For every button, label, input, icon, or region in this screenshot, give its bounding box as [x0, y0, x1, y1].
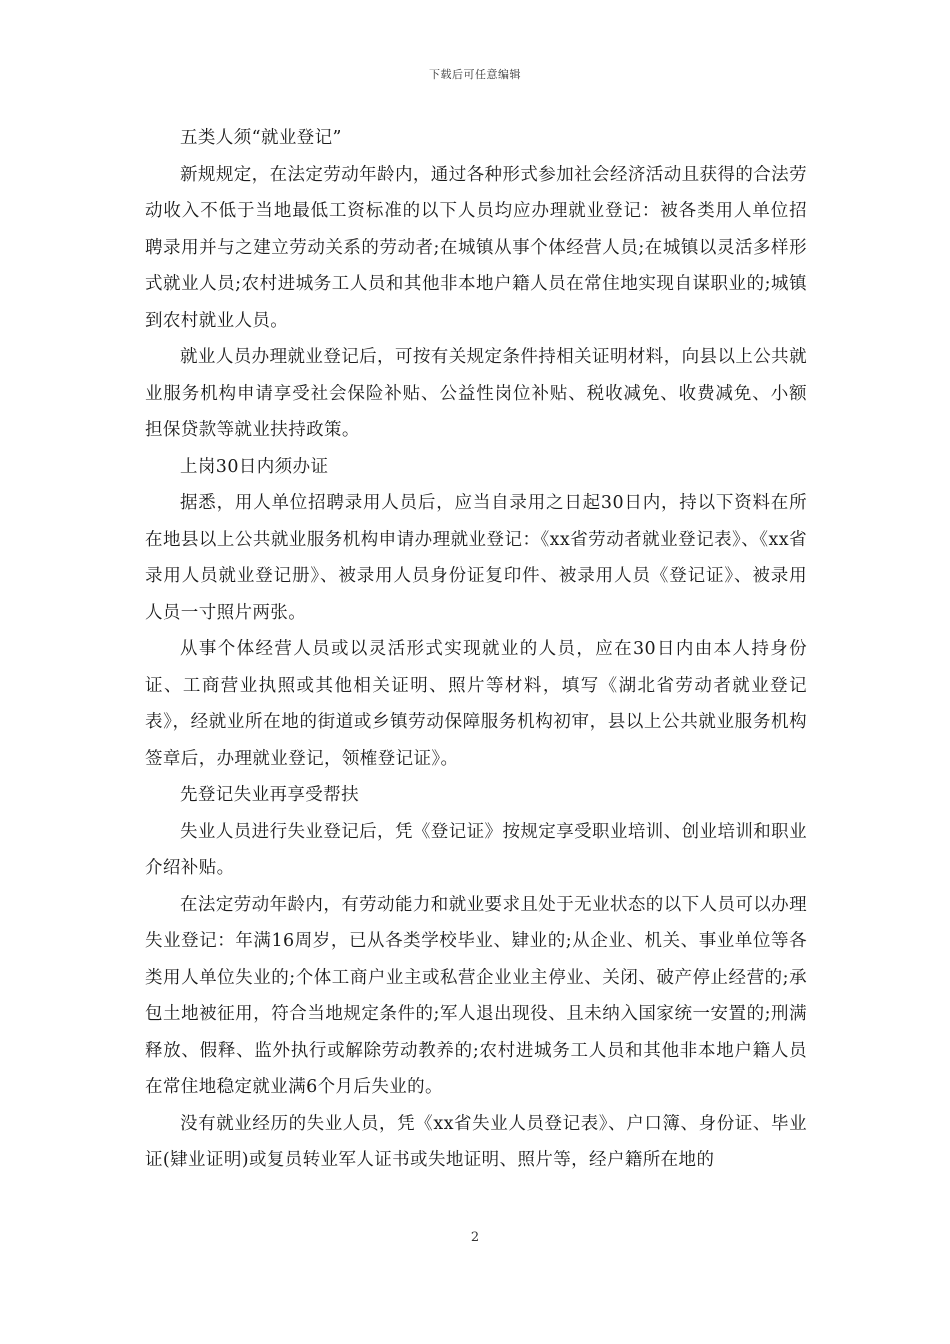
- page-number: 2: [470, 1230, 480, 1245]
- page-header: 下载后可任意编辑: [429, 68, 521, 81]
- body-paragraph: 在法定劳动年龄内，有劳动能力和就业要求且处于无业状态的以下人员可以办理失业登记：年满16周岁，已从各类学校毕业、肄业的;从企业、机关、事业单位等各类用人单位失业的;个体工商户业主或私营企业业主停业、关闭、破产停止经营的;承包土地被征用，符合当地规定条件的;军人退出现役、且未纳入国家统一安置的;刑满释放、假释、监外执行或解除劳动教养的;农村进城务工人员和其他非本地户籍人员在常住地稳定就业满6个月后失业的。: [145, 894, 807, 1097]
- section-heading: 上岗30日内须办证: [180, 456, 329, 477]
- body-paragraph: 失业人员进行失业登记后，凭《登记证》按规定享受职业培训、创业培训和职业介绍补贴。: [145, 821, 807, 878]
- document-body: [145, 120, 807, 1179]
- body-paragraph: 就业人员办理就业登记后，可按有关规定条件持相关证明材料，向县以上公共就业服务机构申请享受社会保险补贴、公益性岗位补贴、税收减免、收费减免、小额担保贷款等就业扶持政策。: [145, 347, 807, 440]
- body-paragraph: 据悉，用人单位招聘录用人员后，应当自录用之日起30日内，持以下资料在所在地县以上公共就业服务机构申请办理就业登记：《xx省劳动者就业登记表》、《xx省录用人员就业登记册》、被录用人员身份证复印件、被录用人员《登记证》、被录用人员一寸照片两张。: [145, 493, 807, 623]
- section-heading: 先登记失业再享受帮扶: [180, 785, 359, 805]
- section-heading: 五类人须“就业登记”: [180, 128, 342, 148]
- body-paragraph: 没有就业经历的失业人员，凭《xx省失业人员登记表》、户口簿、身份证、毕业证(肄业证明)或复员转业军人证书或失地证明、照片等，经户籍所在地的: [145, 1113, 807, 1170]
- body-paragraph: 新规规定，在法定劳动年龄内，通过各种形式参加社会经济活动且获得的合法劳动收入不低于当地最低工资标准的以下人员均应办理就业登记：被各类用人单位招聘录用并与之建立劳动关系的劳动者;在城镇从事个体经营人员;在城镇以灵活多样形式就业人员;农村进城务工人员和其他非本地户籍人员在常住地实现自谋职业的;城镇到农村就业人员。: [145, 164, 807, 331]
- body-paragraph: 从事个体经营人员或以灵活形式实现就业的人员，应在30日内由本人持身份证、工商营业执照或其他相关证明、照片等材料，填写《湖北省劳动者就业登记表》，经就业所在地的街道或乡镇劳动保障服务机构初审，县以上公共就业服务机构签章后，办理就业登记，领榷登记证》。: [145, 639, 807, 769]
